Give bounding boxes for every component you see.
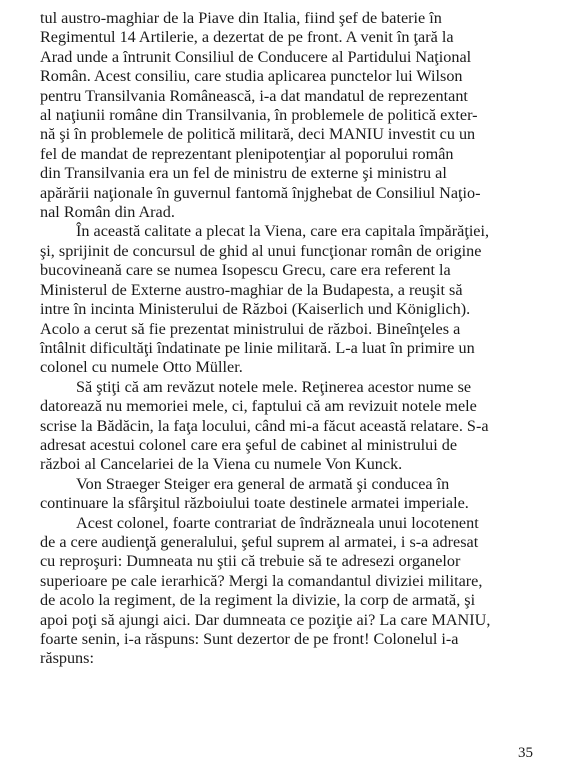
text-line: tul austro-maghiar de la Piave din Italia, fiind şef de baterie în	[40, 9, 442, 27]
text-line: pentru Transilvania Românească, i-a dat mandatul de reprezentant	[40, 86, 468, 105]
text-line: Ministerul de Externe austro-maghiar de la Budapesta, a reuşit să	[40, 280, 463, 299]
paragraph	[40, 9, 559, 222]
body-text	[40, 9, 559, 669]
text-line: răspuns:	[40, 649, 94, 668]
text-line: Acolo a cerut să fie prezentat ministrului de război. Bineînţeles a	[40, 319, 461, 338]
text-line: cu reproşuri: Dumneata nu ştii că trebuie să te adresezi organelor	[40, 552, 461, 571]
text-line: de a cere audienţă generalului, şeful suprem al armatei, i s-a adresat	[40, 532, 479, 551]
text-line: Arad unde a întrunit Consiliul de Conducere al Partidului Naţional	[40, 47, 472, 66]
text-line: apoi poţi să ajungi aici. Dar dumneata ce poziţie ai? La care MANIU,	[40, 610, 491, 629]
text-line: Român. Acest consiliu, care studia aplicarea punctelor lui Wilson	[40, 67, 463, 86]
paragraph	[40, 222, 559, 377]
text-line: şi, sprijinit de concursul de ghid al unui funcţionar român de origine	[40, 241, 482, 260]
page-number: 35	[518, 745, 533, 761]
text-line: adresat acestui colonel care era şeful de cabinet al ministrului de	[40, 435, 458, 454]
text-line: întâlnit dificultăţi îndatinate pe linie militară. L-a luat în primire un	[40, 338, 475, 357]
text-line: bucovineană care se numea Isopescu Grecu, care era referent la	[40, 261, 451, 280]
text-line: continuare la sfârşitul războiului toate destinele armatei imperiale.	[40, 494, 469, 513]
text-line: datorează nu memoriei mele, ci, faptului că am revizuit notele mele	[40, 397, 477, 416]
text-line: În această calitate a plecat la Viena, care era capitala împărăţiei,	[76, 222, 490, 241]
paragraph	[40, 378, 559, 475]
text-line: Von Straeger Steiger era general de armată şi conducea în	[76, 474, 450, 493]
text-line: colonel cu numele Otto Müller.	[40, 358, 243, 377]
text-line: foarte senin, i-a răspuns: Sunt dezertor de pe front! Colonelul i-a	[40, 630, 459, 648]
text-line: al naţiunii române din Transilvania, în problemele de politică exter-	[40, 106, 478, 125]
text-line: intre în incinta Ministerului de Război (Kaiserlich und Königlich).	[40, 300, 471, 319]
text-line: nal Român din Arad.	[40, 203, 175, 222]
paragraph	[40, 475, 559, 514]
text-line: Să ştiţi că am revăzut notele mele. Reţinerea acestor nume se	[76, 377, 472, 396]
paragraph	[40, 514, 559, 669]
text-line: superioare pe cale ierarhică? Mergi la comandantul diviziei militare,	[40, 571, 483, 590]
text-line: Acest colonel, foarte contrariat de îndrăzneala unui locotenent	[76, 513, 479, 532]
text-line: nă şi în problemele de politică militară, deci MANIU investit cu un	[40, 125, 476, 144]
text-line: război al Cancelariei de la Viena cu numele Von Kunck.	[40, 455, 403, 474]
text-line: fel de mandat de reprezentant plenipotenţiar al poporului român	[40, 144, 454, 163]
text-line: scrise la Bădăcin, la faţa locului, când mi-a făcut această relatare. S-a	[40, 416, 489, 435]
text-line: apărării naţionale în guvernul fantomă înjghebat de Consiliul Naţio-	[40, 183, 481, 202]
text-line: Regimentul 14 Artilerie, a dezertat de pe front. A venit în ţară la	[40, 28, 454, 47]
text-line: de acolo la regiment, de la regiment la divizie, la corp de armată, şi	[40, 591, 476, 610]
text-line: din Transilvania era un fel de ministru de externe şi ministru al	[40, 164, 447, 183]
